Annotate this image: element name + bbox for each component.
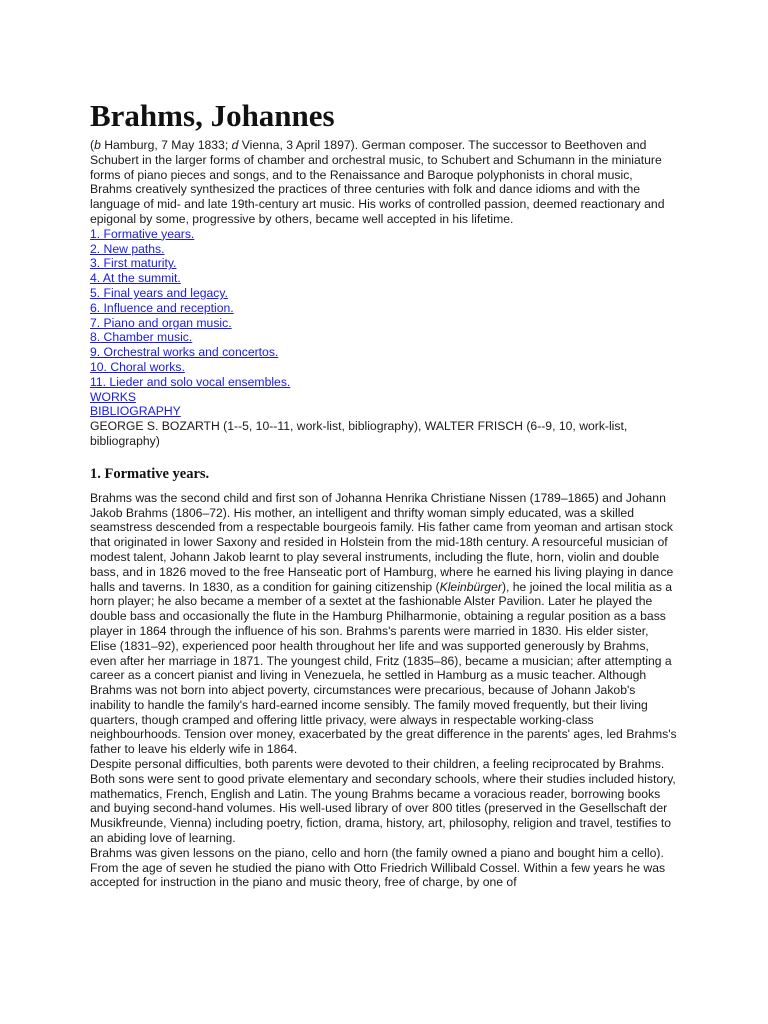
toc-link-works[interactable]: WORKS xyxy=(90,389,137,404)
body-paragraph: Brahms was given lessons on the piano, cello and horn (the family owned a piano and bought him a cello). From the age of seven he studied the piano with Otto Friedrich Willibald Cossel. Within a few years he was accepted for instruction in the piano and music theory, free of charge, by one of xyxy=(90,845,666,890)
italic-term: Kleinbürger xyxy=(439,579,502,594)
page-title: Brahms, Johannes xyxy=(90,98,335,133)
toc-link-orchestral[interactable]: 9. Orchestral works and concertos. xyxy=(90,345,279,360)
toc-link-piano-organ[interactable]: 7. Piano and organ music. xyxy=(90,315,232,330)
died-abbrev: d xyxy=(231,138,239,152)
article xyxy=(90,96,678,890)
toc-link-bibliography[interactable]: BIBLIOGRAPHY xyxy=(90,404,181,419)
toc-link-at-the-summit[interactable]: 4. At the summit. xyxy=(90,271,181,286)
toc-item xyxy=(90,375,678,390)
toc-link-formative-years[interactable]: 1. Formative years. xyxy=(90,226,195,241)
toc-link-lieder[interactable]: 11. Lieder and solo vocal ensembles. xyxy=(90,374,291,389)
intro-text: Vienna, 3 April 1897). German composer. The successor to Beethoven and Schubert in the larger forms of chamber and orchestral music, to Schubert and Schumann in the miniature forms of piano pieces and songs, and to the Renaissance and Baroque polyphonists in choral music, Brahms creatively synthesized the practices of three centuries with folk and dance idioms and with the language of mid- and late 19th-century art music. His works of controlled passion, deemed reactionary and epigonal by some, progressive by others, became well accepted in his lifetime. xyxy=(90,138,665,226)
toc-link-choral[interactable]: 10. Choral works. xyxy=(90,359,185,374)
toc-link-new-paths[interactable]: 2. New paths. xyxy=(90,241,165,256)
toc-item xyxy=(90,330,678,345)
authors-line: GEORGE S. BOZARTH (1--5, 10--11, work-list, bibliography), WALTER FRISCH (6--9, 10, work-list, bibliography) xyxy=(90,419,628,448)
body-paragraph xyxy=(90,491,678,757)
body-text: ), he joined the local militia as a horn player; he also became a member of a sextet at the fashionable Alster Pavilion. Later he played the double bass and occasionally the flute in the Hamburg Philharmonie, obtaining a regular position as a bass player in 1864 through the influence of his son. Brahms's parents were married in 1830. His elder sister, Elise (1831–92), experienced poor health throughout her life and was supported generously by Brahms, even after her marriage in 1871. The youngest child, Fritz (1835–86), became a musician; after attempting a career as a concert pianist and living in Venezuela, he settled in Hamburg as a music teacher. Although Brahms was not born into abject poverty, circumstances were precarious, because of Johann Jakob's inability to handle the family's hard-earned income sensibly. The family moved frequently, but their living quarters, though cramped and offering little privacy, were always in respectable working-class neighbourhoods. Tension over money, exacerbated by the great difference in the parents' ages, led Brahms's father to leave his elderly wife in 1864. xyxy=(90,579,677,757)
intro-paragraph: (b Hamburg, 7 May 1833; d Vienna, 3 April 1897). German composer. The successor to Beethoven and Schubert in the larger forms of chamber and orchestral music, to Schubert and Schumann in the miniature forms of piano pieces and songs, and to the Renaissance and Baroque polyphonists in choral music, Brahms creatively synthesized the practices of three centuries with folk and dance idioms and with the language of mid- and late 19th-century art music. His works of controlled passion, deemed reactionary and epigonal by some, progressive by others, became well accepted in his lifetime. xyxy=(90,138,665,226)
body-paragraph: Despite personal difficulties, both parents were devoted to their children, a feeling reciprocated by Brahms. Both sons were sent to good private elementary and secondary schools, where their studies included history, mathematics, French, English and Latin. The young Brahms became a voracious reader, borrowing books and buying second-hand volumes. His well-used library of over 800 titles (preserved in the Gesellschaft der Musikfreunde, Vienna) including poetry, fiction, drama, history, art, philosophy, religion and travel, testifies to an abiding love of learning. xyxy=(90,757,676,846)
toc-item xyxy=(90,390,678,405)
toc-item xyxy=(90,404,678,419)
toc-link-chamber-music[interactable]: 8. Chamber music. xyxy=(90,330,193,345)
toc-link-first-maturity[interactable]: 3. First maturity. xyxy=(90,256,177,271)
toc-item xyxy=(90,256,678,271)
table-of-contents xyxy=(90,227,678,419)
toc-link-influence[interactable]: 6. Influence and reception. xyxy=(90,300,234,315)
toc-link-final-years[interactable]: 5. Final years and legacy. xyxy=(90,285,228,300)
toc-item xyxy=(90,316,678,331)
toc-item xyxy=(90,242,678,257)
toc-item xyxy=(90,301,678,316)
body-text: Brahms was the second child and first son of Johanna Henrika Christiane Nissen (1789–1865) and Johann Jakob Brahms (1806–72). His mother, an intelligent and thrifty woman simply educated, was a skilled seamstress descended from a respectable bourgeois family. His father came from yeoman and artisan stock that originated in lower Saxony and resided in Holstein from the mid-18th century. A resourceful musician of modest talent, Johann Jakob learnt to play several instruments, including the flute, horn, violin and double bass, and in 1826 moved to the free Hanseatic port of Hamburg, where he earned his living playing in dance halls and taverns. In 1830, as a condition for gaining citizenship ( xyxy=(90,490,674,594)
born-abbrev: b xyxy=(94,138,101,152)
toc-item xyxy=(90,227,678,242)
toc-item xyxy=(90,286,678,301)
toc-item xyxy=(90,345,678,360)
toc-item xyxy=(90,271,678,286)
toc-item xyxy=(90,360,678,375)
birth-text: Hamburg, 7 May 1833; xyxy=(100,138,232,152)
section-heading-formative-years: 1. Formative years. xyxy=(90,465,210,482)
